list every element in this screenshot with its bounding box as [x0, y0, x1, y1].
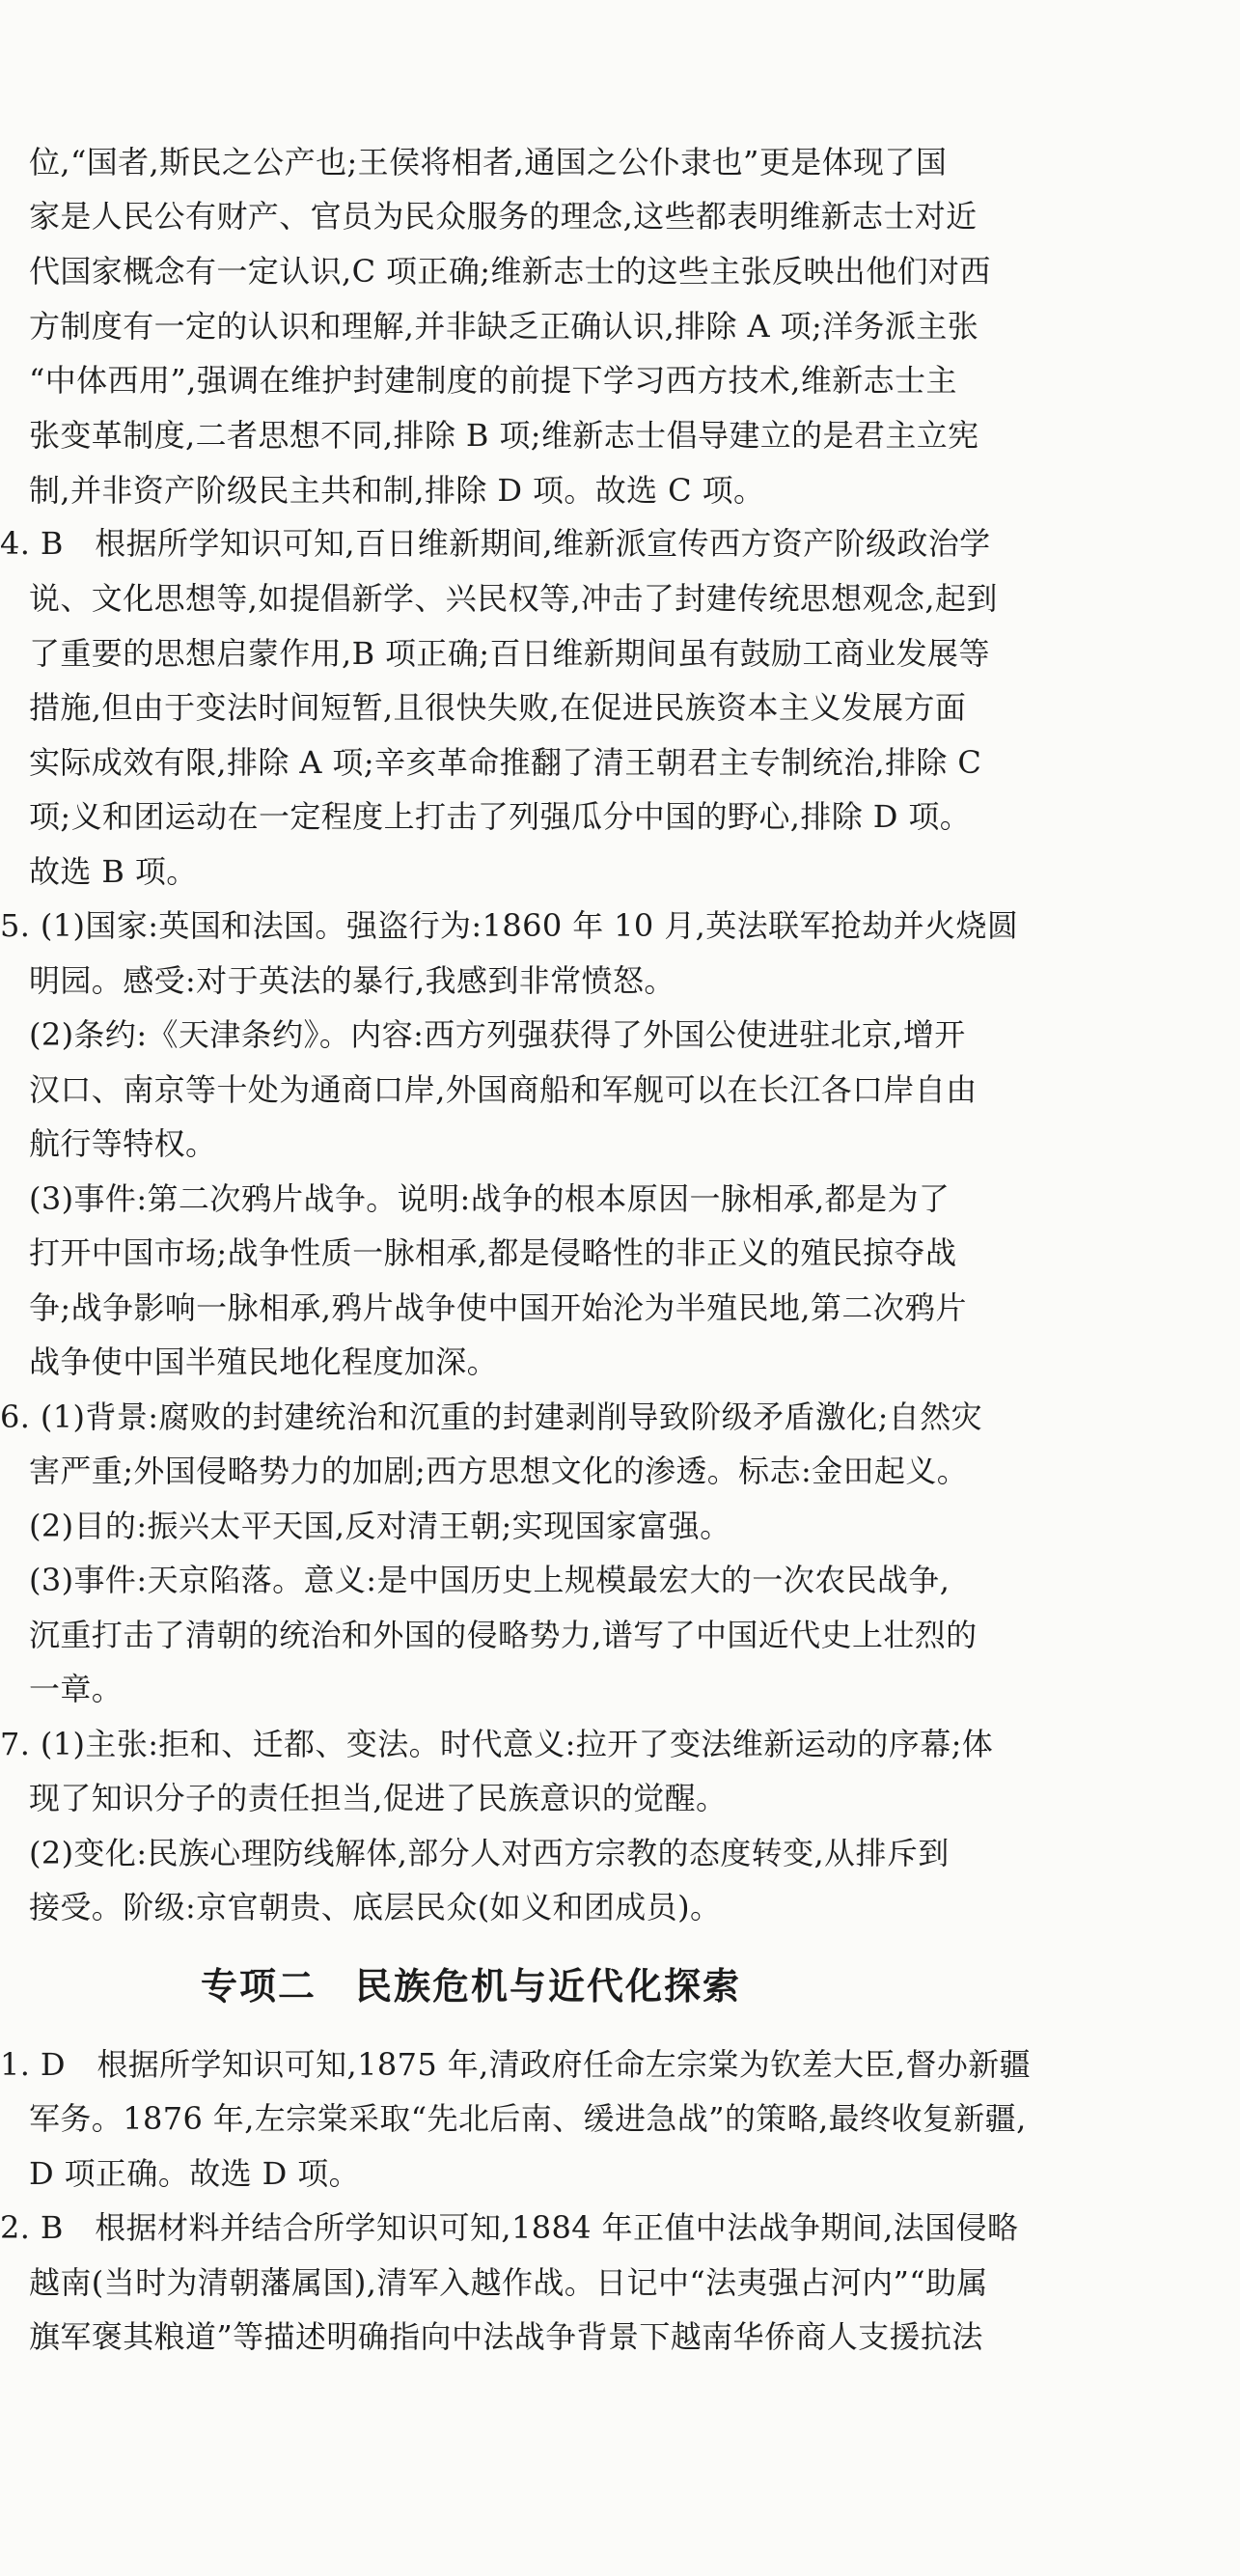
- text-line: 措施,但由于变法时间短暂,且很快失败,在促进民族资本主义发展方面: [29, 689, 967, 726]
- text-line: 家是人民公有财产、官员为民众服务的理念,这些都表明维新志士对近: [29, 198, 978, 235]
- text-line: 故选 B 项。: [29, 853, 198, 890]
- text-line: 代国家概念有一定认识,C 项正确;维新志士的这些主张反映出他们对西: [29, 253, 991, 290]
- text-line: 一章。: [29, 1671, 124, 1707]
- text-line: 张变革制度,二者思想不同,排除 B 项;维新志士倡导建立的是君主立宪: [29, 417, 979, 454]
- text-line: (2)变化:民族心理防线解体,部分人对西方宗教的态度转变,从排斥到: [29, 1835, 950, 1871]
- text-line: (2)条约:《天津条约》。内容:西方列强获得了外国公使进驻北京,增开: [29, 1016, 966, 1053]
- text-line: D 项正确。故选 D 项。: [29, 2155, 361, 2192]
- text-line: 实际成效有限,排除 A 项;辛亥革命推翻了清王朝君主专制统治,排除 C: [29, 744, 982, 781]
- text-line: 旗军褒其粮道”等描述明确指向中法战争背景下越南华侨商人支援抗法: [29, 2318, 983, 2355]
- question-7-line: 7. (1)主张:拒和、迁都、变法。时代意义:拉开了变法维新运动的序幕;体: [0, 1726, 994, 1762]
- text-line: 争;战争影响一脉相承,鸦片战争使中国开始沦为半殖民地,第二次鸦片: [29, 1289, 967, 1326]
- question-1-line: 1. D 根据所学知识可知,1875 年,清政府任命左宗棠为钦差大臣,督办新疆: [0, 2046, 1032, 2083]
- text-line: 战争使中国半殖民地化程度加深。: [29, 1343, 499, 1380]
- text-line: 打开中国市场;战争性质一脉相承,都是侵略性的非正义的殖民掠夺战: [29, 1234, 957, 1271]
- text-line: 现了知识分子的责任担当,促进了民族意识的觉醒。: [29, 1780, 728, 1816]
- text-line: 害严重;外国侵略势力的加剧;西方思想文化的渗透。标志:金田起义。: [29, 1453, 969, 1489]
- text-line: “中体西用”,强调在维护封建制度的前提下学习西方技术,维新志士主: [29, 362, 957, 399]
- text-line: 说、文化思想等,如提倡新学、兴民权等,冲击了封建传统思想观念,起到: [29, 580, 998, 617]
- text-line: 了重要的思想启蒙作用,B 项正确;百日维新期间虽有鼓励工商业发展等: [29, 635, 990, 672]
- text-line: 航行等特权。: [29, 1125, 217, 1162]
- text-line: 明园。感受:对于英法的暴行,我感到非常愤怒。: [29, 962, 675, 999]
- text-line: 越南(当时为清朝藩属国),清军入越作战。日记中“法夷强占河内”“助属: [29, 2264, 988, 2301]
- text-line: (3)事件:天京陷落。意义:是中国历史上规模最宏大的一次农民战争,: [29, 1562, 951, 1598]
- text-line: 方制度有一定的认识和理解,并非缺乏正确认识,排除 A 项;洋务派主张: [29, 308, 979, 345]
- question-6-line: 6. (1)背景:腐败的封建统治和沉重的封建剥削导致阶级矛盾激化;自然灾: [0, 1399, 982, 1435]
- text-line: 接受。阶级:京官朝贵、底层民众(如义和团成员)。: [29, 1889, 722, 1925]
- text-line: 位,“国者,斯民之公产也;王侯将相者,通国之公仆隶也”更是体现了国: [29, 144, 948, 180]
- text-line: 军务。1876 年,左宗棠采取“先北后南、缓进急战”的策略,最终收复新疆,: [29, 2100, 1027, 2137]
- text-line: 项;义和团运动在一定程度上打击了列强瓜分中国的野心,排除 D 项。: [29, 798, 972, 835]
- question-2-line: 2. B 根据材料并结合所学知识可知,1884 年正值中法战争期间,法国侵略: [0, 2209, 1019, 2246]
- text-line: 汉口、南京等十处为通商口岸,外国商船和军舰可以在长江各口岸自由: [29, 1071, 978, 1108]
- text-line: 制,并非资产阶级民主共和制,排除 D 项。故选 C 项。: [29, 472, 765, 509]
- section-heading: 专项二 民族危机与近代化探索: [201, 1965, 742, 2008]
- text-line: 沉重打击了清朝的统治和外国的侵略势力,谱写了中国近代史上壮烈的: [29, 1617, 978, 1653]
- question-4-line: 4. B 根据所学知识可知,百日维新期间,维新派宣传西方资产阶级政治学: [0, 525, 991, 562]
- text-line: (3)事件:第二次鸦片战争。说明:战争的根本原因一脉相承,都是为了: [29, 1180, 951, 1217]
- question-5-line: 5. (1)国家:英国和法国。强盗行为:1860 年 10 月,英法联军抢劫并火烧圆: [0, 907, 1019, 944]
- text-line: (2)目的:振兴太平天国,反对清王朝;实现国家富强。: [29, 1508, 731, 1544]
